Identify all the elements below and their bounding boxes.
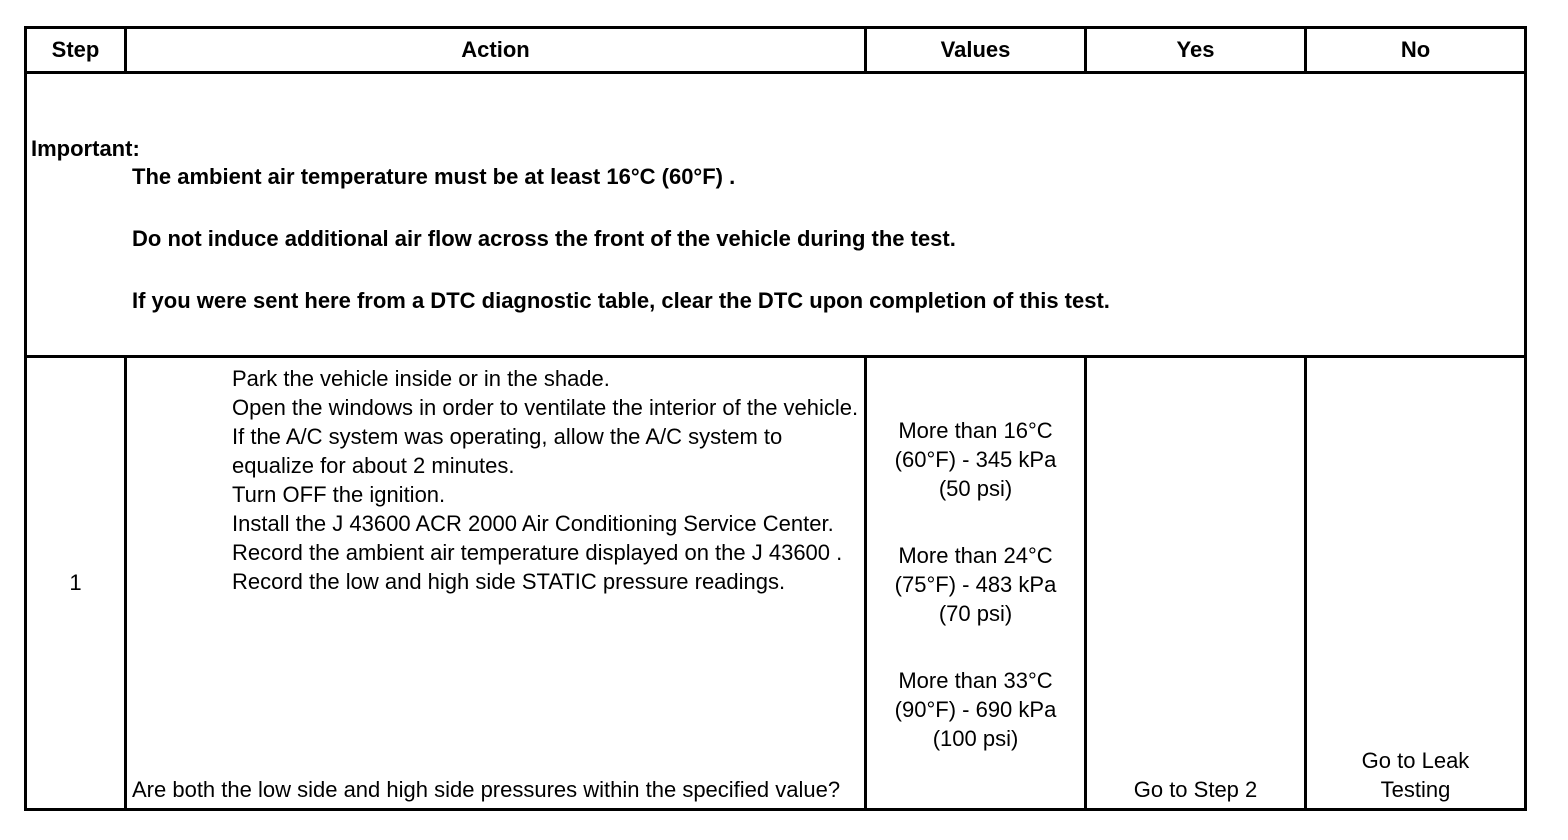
list-item: Park the vehicle inside or in the shade. [232,366,610,391]
yes-answer: Go to Step 2 [1133,777,1258,802]
list-item: If the A/C system was operating, allow the A/C system to equalize for about 2 minutes. [232,424,783,478]
divider [1084,29,1087,71]
important-line: Do not induce additional air flow across the front of the vehicle during the test. [132,226,956,251]
action-list [232,364,862,596]
important-note [27,74,1524,355]
divider [864,29,867,71]
value-spec: More than 33°C (90°F) - 690 kPa (100 psi) [894,668,1057,751]
action-question: Are both the low side and high side pressures within the specified value? [132,777,841,802]
yes-cell [1087,358,1304,808]
header-action: Action [461,37,530,62]
table-row [27,358,1524,808]
list-item: Open the windows in order to ventilate the interior of the vehicle. [232,395,859,420]
step-number: 1 [69,570,82,595]
diagnostic-table [24,26,1527,811]
divider [864,358,867,808]
header-no: No [1400,37,1431,62]
divider [1084,358,1087,808]
no-answer: Go to Leak Testing [1361,748,1470,802]
divider [124,358,127,808]
values-cell [867,358,1084,808]
important-title: Important: [31,136,140,161]
no-cell [1307,358,1524,808]
divider [1304,358,1307,808]
divider [124,29,127,71]
divider [1304,29,1307,71]
value-spec: More than 16°C (60°F) - 345 kPa (50 psi) [894,418,1057,501]
header-yes: Yes [1176,37,1215,62]
list-item: Record the ambient air temperature displayed on the J 43600 . [232,540,843,565]
list-item: Turn OFF the ignition. [232,482,446,507]
value-spec: More than 24°C (75°F) - 483 kPa (70 psi) [894,543,1057,626]
important-line: The ambient air temperature must be at least 16°C (60°F) . [132,164,736,189]
header-step: Step [51,37,100,62]
header-values: Values [940,37,1011,62]
important-line: If you were sent here from a DTC diagnostic table, clear the DTC upon completion of this test. [132,288,1110,313]
list-item: Record the low and high side STATIC pressure readings. [232,569,786,594]
action-cell [127,358,864,808]
list-item: Install the J 43600 ACR 2000 Air Conditioning Service Center. [232,511,834,536]
